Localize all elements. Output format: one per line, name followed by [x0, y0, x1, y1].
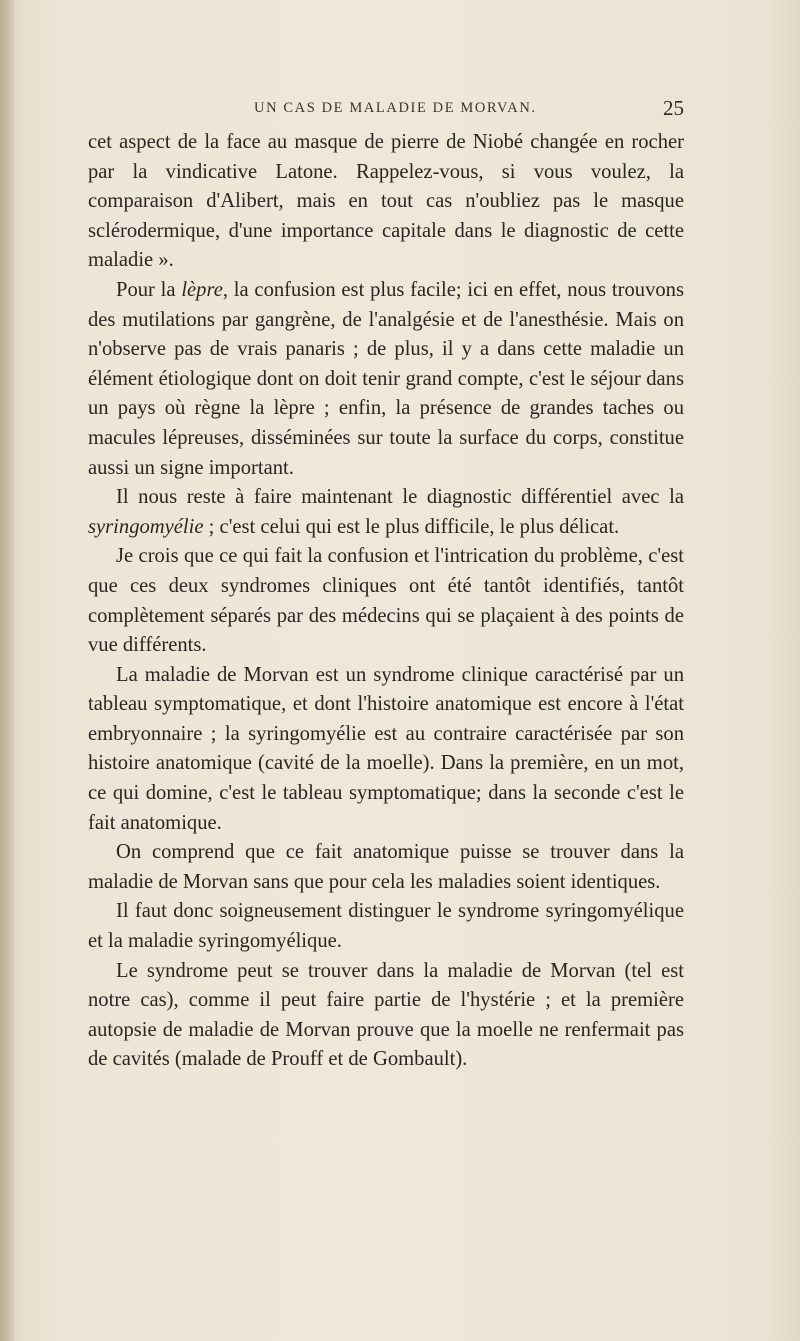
text-segment: Je crois que ce qui fait la confusion et l'intrication du problème, c'est que ces deux syndromes cliniques ont été tantôt identifiés, tantôt complètement séparés par des médecins qui se plaçaient à des points de vue différents. — [88, 545, 684, 657]
page-spine-shadow — [0, 0, 14, 1341]
text-segment: cet aspect de la face au masque de pierre de Niobé changée en rocher par la vindicative Latone. Rappelez-vous, si vous voulez, la comparaison d'Alibert, mais en tout cas n'oubliez pas le masque sclérodermique, d'une importance capitale dans le diagnostic de cette maladie ». — [88, 131, 684, 272]
text-segment: , la confusion est plus facile; ici en effet, nous trouvons des mutilations par gangrène, de l'analgésie et de l'anesthésie. Mais on n'observe pas de vrais panaris ; de plus, il y a dans cette maladie un élément étiologique dont on doit tenir grand compte, c'est le séjour dans un pays où règne la lèpre ; enfin, la présence de grandes taches ou macules lépreuses, disséminées sur toute la surface du corps, constitue aussi un signe important. — [88, 278, 684, 479]
text-segment: La maladie de Morvan est un syndrome clinique caractérisé par un tableau symptomatique, et dont l'histoire anatomique est encore à l'état embryonnaire ; la syringomyélie est au contraire caractérisée par son histoire anatomique (cavité de la moelle). Dans la première, en un mot, ce qui domine, c'est le tableau symptomatique; dans la seconde c'est le fait anatomique. — [88, 663, 684, 834]
text-segment: Il faut donc soigneusement distinguer le syndrome syringomyélique et la maladie syringomyélique. — [88, 900, 684, 953]
body-text — [88, 128, 684, 1075]
paragraph-p7 — [88, 897, 684, 956]
text-segment: Le syndrome peut se trouver dans la maladie de Morvan (tel est notre cas), comme il peut faire partie de l'hystérie ; et la première autopsie de maladie de Morvan prouve que la moelle ne renfermait pas de cavités (malade de Prouff et de Gombault). — [88, 959, 684, 1071]
italic-term: lèpre — [181, 278, 223, 301]
paragraph-p8 — [88, 957, 684, 1075]
page-header — [88, 96, 684, 124]
text-segment: Il nous reste à faire maintenant le diagnostic différentiel avec la — [116, 486, 684, 509]
paragraph-p4 — [88, 542, 684, 660]
paragraph-p1 — [88, 128, 684, 276]
text-segment: On comprend que ce fait anatomique puisse se trouver dans la maladie de Morvan sans que pour cela les maladies soient identiques. — [88, 841, 684, 893]
italic-term: syringomyélie — [88, 515, 204, 538]
paragraph-p3 — [88, 483, 684, 542]
page-number: 25 — [663, 96, 684, 120]
paragraph-p2 — [88, 276, 684, 483]
text-segment: Pour la — [116, 278, 182, 301]
paragraph-p6 — [88, 838, 684, 897]
running-title: UN CAS DE MALADIE DE MORVAN. — [254, 100, 537, 116]
text-segment: ; c'est celui qui est le plus difficile, le plus délicat. — [203, 515, 620, 538]
paragraph-p5 — [88, 661, 684, 839]
